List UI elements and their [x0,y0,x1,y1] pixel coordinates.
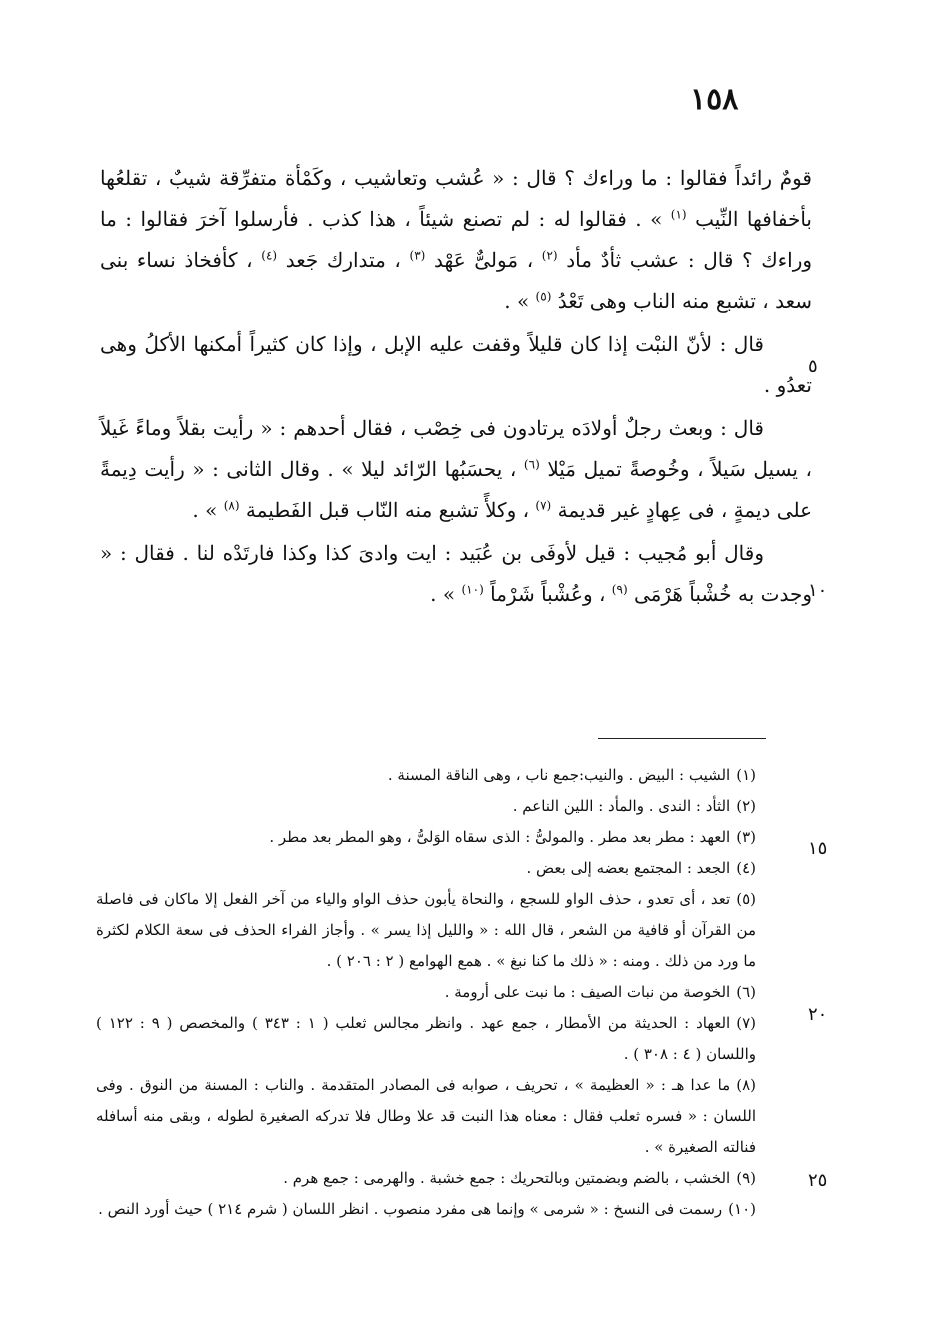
footnote-ref-4: (٤) [261,248,278,263]
footnote-ref-8: (٨) [223,498,240,513]
page-number: ١٥٨ [690,82,739,117]
main-text [100,158,812,617]
paragraph-1: قومٌ رائداً فقالوا : ما وراءك ؟ قال : « عُشب وتعاشيب ، وكَمْأة متفرِّقة شيبٌ ، تقلعُها بأخفافها النِّيب $^{(١)}$ » . فقالوا له : لم تصنع شيئاً ، هذا كذب . فأرسلوا آخرَ فقالوا : ما وراءك ؟ قال : عشب ثأدٌ مأد $^{(٢)}$ ، مَولىٌّ عَهْد $^{(٣)}$ ، متدارك جَعد $^{(٤)}$ ، كأفخاذ نساء بنى سعد ، تشبع منه الناب وهى تَعْدُ $^{(٥)}$ » . [100,166,813,313]
footnote-ref-3: (٣) [409,248,426,263]
footnote-ref-9: (٩) [611,582,628,597]
line-number-10: ١٠ [808,580,828,601]
footnotes [96,760,812,1225]
footnote-ref-6: (٦) [523,457,540,472]
paragraph-3: قال : وبعث رجلٌ أولادَه يرتادون فى خِصْب ، فقال أحدهم : « رأيت بقلاً وماءً غَيلاً ، يسيل سَيلاً ، وخُوصةً تميل مَيْلا $^{(٦)}$ ، يحسَبُها الرّائد ليلا » . وقال الثانى : « رأيت دِيمةً على ديمةٍ ، فى عِهادٍ غير قديمة $^{(٧)}$ ، وكلأً تشبع منه النّاب قبل الفَطيمة $^{(٨)}$ » . [100,416,813,522]
line-number-15: ١٥ [808,838,828,859]
line-number-5: ٥ [808,356,818,377]
paragraph-2: قال : لأنّ النبْت إذا كان قليلاً وقفت عليه الإبل ، وإذا كان كثيراً أمكنها الأكلُ وهى تعدُو . [100,332,812,397]
footnote-ref-1: (١) [670,207,687,222]
footnote-9: (٩)الخشب ، بالضم وبضمتين وبالتحريك : جمع خشبة . والهرمى : جمع هرم . [283,1169,756,1187]
footnote-2: (٢)الثأد : الندى . والمأد : اللين الناعم . [512,797,756,815]
line-number-25: ٢٥ [808,1170,828,1191]
footnote-ref-7: (٧) [535,498,552,513]
line-number-20: ٢٠ [808,1004,828,1025]
footnote-7: (٧)العهاد : الحديثة من الأمطار ، جمع عهد . وانظر مجالس ثعلب ( ١ : ٣٤٣ ) والمخصص ( ٩ : ١٢٢ ) واللسان ( ٤ : ٣٠٨ ) . [96,1014,756,1063]
footnote-ref-2: (٢) [541,248,558,263]
footnote-10: (١٠)رسمت فى النسخ : « شرمى » وإنما هى مفرد منصوب . انظر اللسان ( شرم ٢١٤ ) حيث أورد النص . [98,1200,756,1218]
footnote-8: (٨)ما عدا هـ : « العظيمة » ، تحريف ، صوابه فى المصادر المتقدمة . والناب : المسنة من النوق . وفى اللسان : « فسره ثعلب فقال : معناه هذا النبت قد علا وطال فلا تدركه الصغيرة لطوله ، وبقى منه أسافله فنالته الصغيرة » . [96,1076,756,1156]
footnote-ref-10: (١٠) [461,582,484,597]
footnote-6: (٦)الخوصة من نبات الصيف : ما نبت على أرومة . [444,983,756,1001]
paragraph-4: وقال أبو مُجيب : قيل لأوفَى بن عُبَيد : ايت وادىَ كذا وكذا فارتَدْه لنا . فقال : « وجدت به خُشْباً هَرْمَى $^{(٩)}$ ، وعُشْباً شَرْماً $^{(١٠)}$ » . [100,541,812,606]
footnote-divider [598,738,766,739]
footnote-3: (٣)العهد : مطر بعد مطر . والمولىُّ : الذى سقاه الوَلىُّ ، وهو المطر بعد مطر . [269,828,756,846]
footnote-5: (٥)تعد ، أى تعدو ، حذف الواو للسجع ، والنحاة يأبون حذف الواو والياء من آخر الفعل إلا ماكان فى فاصلة من القرآن أو قافية من الشعر ، قال الله : « والليل إذا يسر » . وأجاز الفراء الحذف فى سعة الكلام لكثرة ما ورد من ذلك . ومنه : « ذلك ما كنا نبغ » . همع الهوامع ( ٢ : ٢٠٦ ) . [96,890,756,970]
footnote-4: (٤)الجعد : المجتمع بعضه إلى بعض . [526,859,756,877]
footnote-ref-5: (٥) [535,289,552,304]
footnote-1: (١)الشيب : البيض . والنيب:جمع ناب ، وهى الناقة المسنة . [387,766,756,784]
